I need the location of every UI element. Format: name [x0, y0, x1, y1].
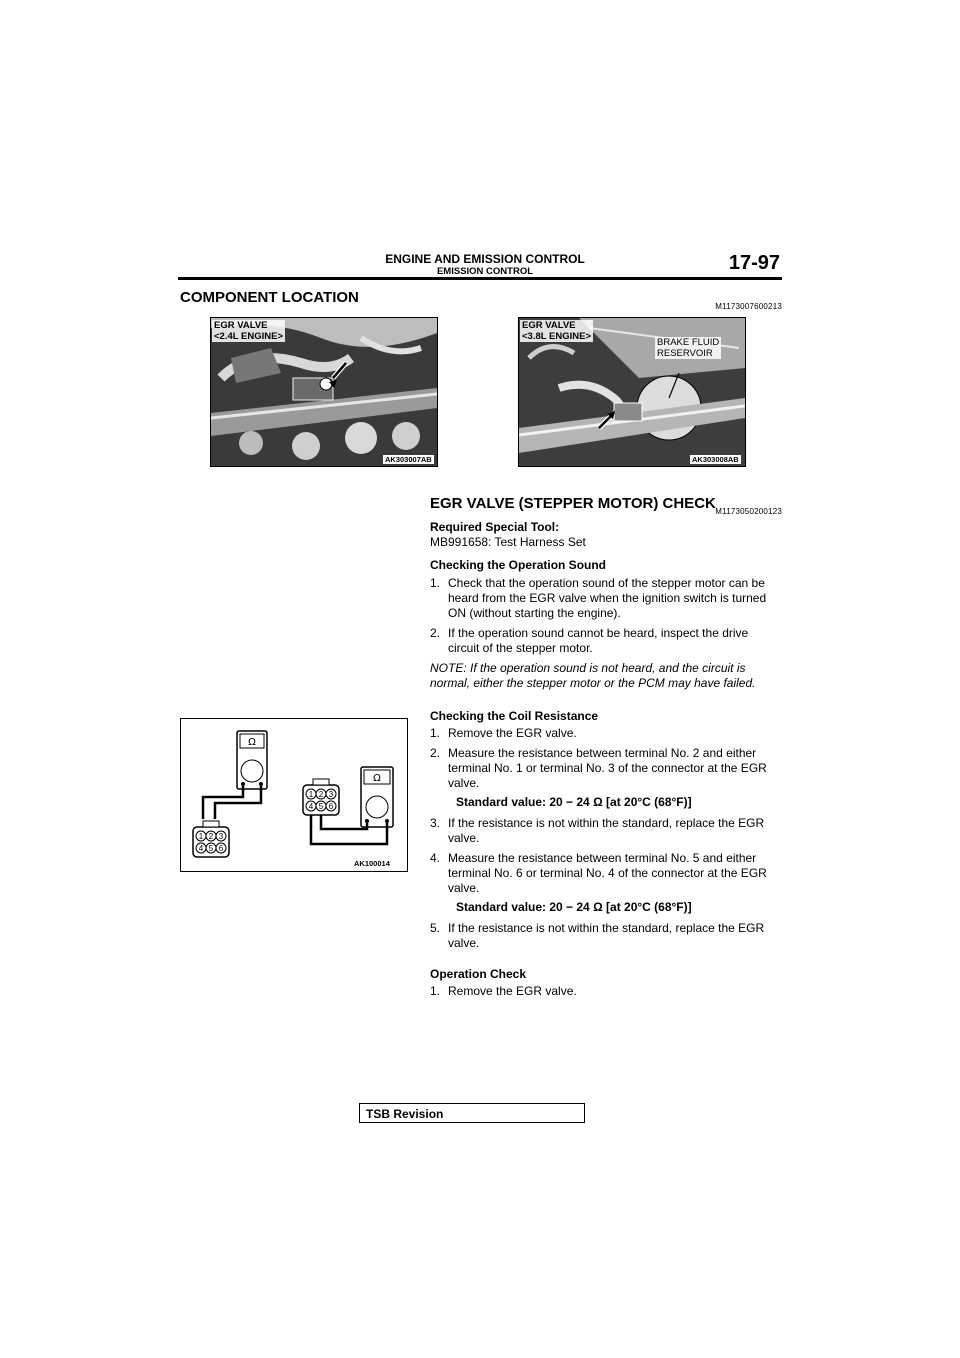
step-number: 1. — [430, 576, 441, 590]
step-number: 2. — [430, 746, 441, 760]
special-tool: MB991658: Test Harness Set — [430, 535, 586, 549]
figure-code: AK100014 — [354, 859, 390, 868]
standard-value: Standard value: 20 − 24 Ω [at 20°C (68°F)] — [456, 795, 692, 809]
list-item — [430, 746, 782, 791]
coil-resistance-steps — [430, 726, 782, 791]
step-text: Measure the resistance between terminal No. 2 and either terminal No. 1 or terminal No. 3 of the connector at the EGR valve. — [448, 746, 767, 790]
step-text: Check that the operation sound of the stepper motor can be heard from the EGR valve when the ignition switch is turned ON (without starting the engine). — [448, 576, 767, 620]
step-number: 5. — [430, 921, 441, 935]
manual-section-title: ENGINE AND EMISSION CONTROL — [385, 252, 585, 266]
label-line: <3.8L ENGINE> — [522, 331, 591, 342]
callout-line: RESERVOIR — [657, 348, 713, 359]
list-item — [430, 576, 782, 621]
list-item — [430, 816, 782, 846]
egr-check-body — [430, 520, 782, 1004]
terminal-label: 3 — [218, 832, 224, 841]
egr-valve-24l-label — [212, 320, 285, 342]
list-item — [430, 626, 782, 656]
list-item — [430, 851, 782, 896]
terminal-label: 5 — [318, 802, 324, 811]
step-number: 3. — [430, 816, 441, 830]
coil-resistance-steps-end — [430, 921, 782, 951]
terminal-label: 1 — [308, 790, 314, 799]
terminal-label: 1 — [198, 832, 204, 841]
terminal-label: 6 — [328, 802, 334, 811]
operation-sound-note: NOTE: If the operation sound is not heard, and the circuit is normal, either the stepper motor or the PCM may have failed. — [430, 661, 756, 690]
coil-resistance-diagram — [180, 718, 408, 872]
list-item — [430, 921, 782, 951]
brake-fluid-reservoir-callout — [655, 337, 721, 359]
step-number: 4. — [430, 851, 441, 865]
terminal-label: 3 — [328, 790, 334, 799]
right-connector — [303, 779, 339, 815]
terminal-label: 4 — [308, 802, 314, 811]
callout-line: BRAKE FLUID — [657, 337, 720, 348]
figure-code: AK303007AB — [385, 455, 432, 464]
terminal-label: 6 — [218, 844, 224, 853]
list-item — [430, 984, 782, 999]
coil-resistance-steps-cont — [430, 816, 782, 896]
component-location-title: COMPONENT LOCATION — [180, 289, 359, 306]
label-line: EGR VALVE — [214, 320, 268, 331]
terminal-label: 2 — [318, 790, 324, 799]
manual-subsection-title: EMISSION CONTROL — [436, 266, 534, 277]
component-location-ref: M1173007600213 — [715, 302, 782, 311]
left-multimeter — [237, 731, 267, 789]
coil-resistance-heading: Checking the Coil Resistance — [430, 709, 599, 723]
egr-check-ref: M1173050200123 — [715, 507, 782, 516]
svg-text:Ω: Ω — [373, 773, 381, 784]
egr-check-title: EGR VALVE (STEPPER MOTOR) CHECK — [430, 495, 716, 512]
terminal-label: 5 — [208, 844, 214, 853]
operation-sound-heading: Checking the Operation Sound — [430, 558, 607, 572]
tsb-revision-box: TSB Revision — [359, 1103, 585, 1123]
label-line: <2.4L ENGINE> — [214, 331, 283, 342]
standard-value: Standard value: 20 − 24 Ω [at 20°C (68°F)] — [456, 900, 692, 914]
step-text: If the resistance is not within the standard, replace the EGR valve. — [448, 816, 765, 845]
special-tool-heading: Required Special Tool: — [430, 520, 560, 534]
page-number: 17-97 — [728, 252, 780, 274]
step-number: 1. — [430, 726, 441, 740]
step-number: 1. — [430, 984, 441, 998]
header-rule — [178, 277, 782, 280]
figure-code: AK303008AB — [692, 455, 739, 464]
step-text: Remove the EGR valve. — [448, 726, 577, 740]
right-multimeter — [361, 767, 393, 827]
terminal-label: 2 — [208, 832, 214, 841]
svg-text:Ω: Ω — [248, 737, 256, 748]
step-number: 2. — [430, 626, 441, 640]
operation-sound-steps — [430, 576, 782, 656]
step-text: Remove the EGR valve. — [448, 984, 577, 998]
operation-check-heading: Operation Check — [430, 967, 527, 981]
step-text: If the operation sound cannot be heard, inspect the drive circuit of the stepper motor. — [448, 626, 749, 655]
egr-valve-38l-label — [520, 320, 593, 342]
left-connector — [193, 821, 229, 857]
step-text: Measure the resistance between terminal No. 5 and either terminal No. 6 or terminal No. 4 of the connector at the EGR valve. — [448, 851, 767, 895]
operation-check-steps — [430, 984, 782, 999]
terminal-label: 4 — [198, 844, 204, 853]
label-line: EGR VALVE — [522, 320, 576, 331]
step-text: If the resistance is not within the standard, replace the EGR valve. — [448, 921, 765, 950]
list-item — [430, 726, 782, 741]
